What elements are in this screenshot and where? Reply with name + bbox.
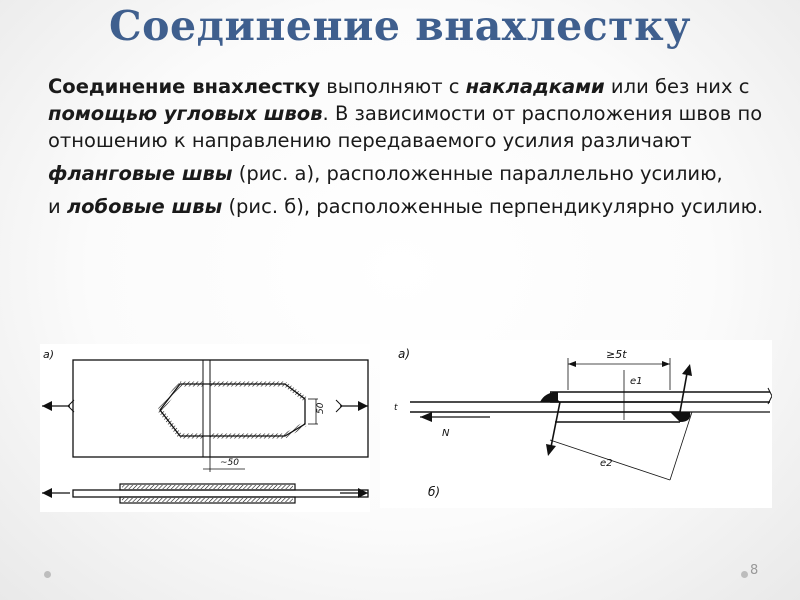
slide-nav-dot-left <box>44 571 51 578</box>
figure-b-label-b: б) <box>428 485 441 499</box>
slide-body <box>48 73 768 220</box>
figure-b-label-a: а) <box>398 347 411 361</box>
term-overlays: накладками <box>465 75 605 98</box>
figure-frontal-welds <box>380 340 772 508</box>
term-lap-joint: Соединение внахлестку <box>48 75 321 98</box>
term-frontal-welds: лобовые швы <box>66 195 223 218</box>
dim-5t-label: ≥5t <box>606 348 627 361</box>
figure-a-label: а) <box>43 348 55 361</box>
force-N-label: N <box>442 428 450 439</box>
paragraph-flank: фланговые швы (рис. а), расположенные параллельно усилию, <box>48 162 723 185</box>
term-flank-welds: фланговые швы <box>48 162 233 185</box>
slide-nav-dot-right <box>741 571 748 578</box>
flank-weld-drawing <box>40 344 370 512</box>
figure-flank-welds <box>40 344 370 512</box>
term-fillet-welds: помощью угловых швов <box>48 102 323 125</box>
frontal-weld-drawing <box>380 340 772 508</box>
slide-title: Соединение внахлестку <box>109 2 691 50</box>
dim-e2-label: e2 <box>600 458 613 469</box>
paragraph-frontal: и лобовые швы (рис. б), расположенные перпендикулярно усилию. <box>48 195 764 218</box>
paragraph-intro: Соединение внахлестку выполняют с накладками или без них с помощью угловых швов. В зависимости от расположения швов по отношению к направлению передаваемого усилия различают <box>48 75 763 152</box>
page-number: 8 <box>750 563 759 578</box>
dim-50-label: 50 <box>316 402 326 414</box>
dim-approx-50-label: ~50 <box>220 458 239 468</box>
dim-e1-label: e1 <box>630 376 643 387</box>
thickness-t-label: t <box>394 403 398 413</box>
